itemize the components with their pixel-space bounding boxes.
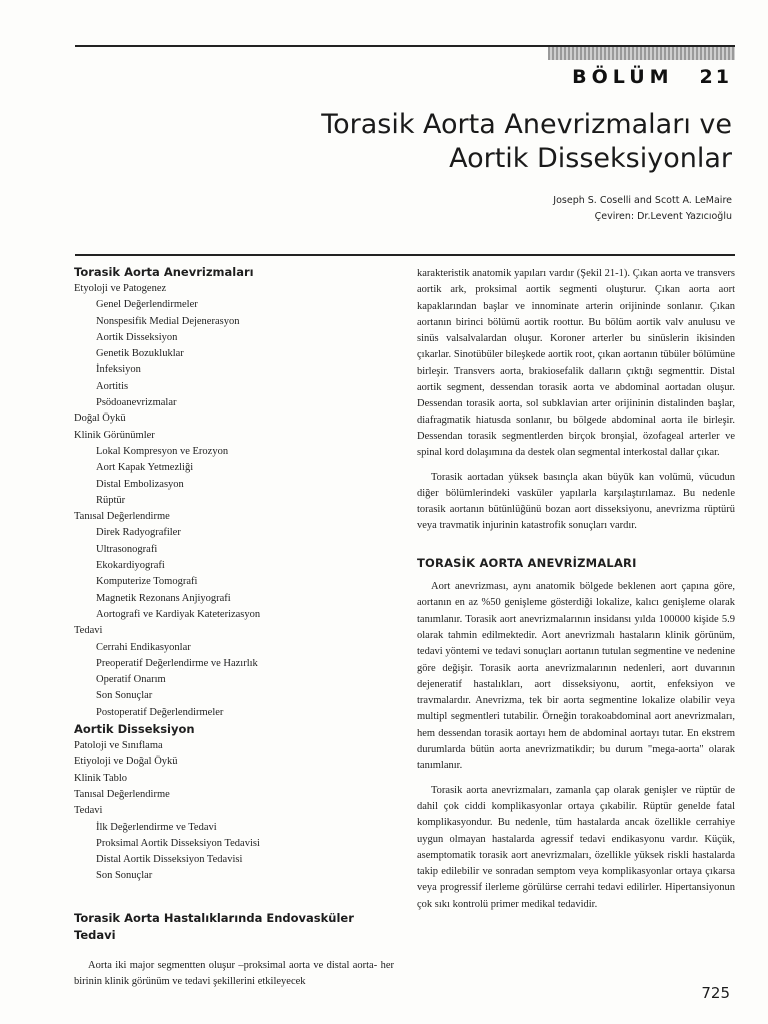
body-paragraph-2: Torasik aortadan yüksek basınçla akan büyük kan volümü, vücudun diğer bölümlerindeki vasküler yapılarla karşılaştırılamaz. Bu nedenle torasik aortanın bütünlüğünü bozan aort disseksiyonu, anevrizma rüptürü veya travmatik injurinin katastrofik sonuçları vardır. [417, 471, 735, 532]
outline-item: Ekokardiyografi [96, 560, 165, 572]
outline-item: Tedavi [74, 625, 103, 637]
outline-footer [74, 910, 394, 990]
outline-item: Ultrasonografi [96, 543, 158, 555]
title-line-1: Torasik Aorta Anevrizmaları ve [321, 109, 732, 140]
outline-item: Komputerize Tomografi [96, 576, 198, 588]
outline-item: Magnetik Rezonans Anjiyografi [96, 592, 231, 604]
outline-item: Rüptür [96, 494, 126, 506]
outline-heading: Aortik Disseksiyon [74, 722, 195, 737]
endovascular-heading: Torasik Aorta Hastalıklarında Endovasküler Tedavi [74, 911, 354, 942]
outline-item: Tedavi [74, 805, 103, 817]
outline-heading: Torasik Aorta Anevrizmaları [74, 265, 254, 279]
outline-item: Aort Kapak Yetmezliği [96, 462, 194, 474]
chapter-word: BÖLÜM [572, 66, 674, 88]
body-column [417, 266, 735, 921]
authors-block [553, 193, 732, 225]
body-paragraph-3: Aort anevrizması, aynı anatomik bölgede beklenen aort çapına göre, aortanın en az %50 genişleme gösterdiği lokalize, kalıcı genişleme olarak tanımlanır. Torasik aort anevrizmalarının insidansı yılda 100000 kişide 5.9 olarak tahmin edilmektedir. Aort anevrizmalı hastaların klinik görünüm, tedavi yöntemi ve tedavi sonuçları aortanın tutulan segmentine ve nedenine göre değişir. Torasik aorta anevrizmalarının nedenleri, aort duvarının dejeneratif hastalıkları, aort disseksiyonu, aortit, enfeksiyon ve travmalardır. Anevrizma, tek bir aorta segmentine lokalize olabilir veya multipl segmentleri tutabilir. Örneğin torakoabdominal aort anevrizmaları, hem dessendan torasik aortayı hem de abdominal aortayı tutar. En ekstrem durumlarda bütün aorta anevrizmatikdir; bu durum "mega-aorta" olarak tanımlanır. [417, 581, 735, 772]
chapter-number: 21 [699, 66, 732, 88]
chapter-label [572, 66, 732, 88]
chapter-title [321, 108, 732, 176]
outline-item: Proksimal Aortik Disseksiyon Tedavisi [96, 837, 260, 849]
outline-item: Operatif Onarım [96, 674, 166, 686]
outline-item: Klinik Tablo [74, 772, 128, 784]
outline-item: Tanısal Değerlendirme [74, 788, 170, 800]
outline-item: Genetik Bozukluklar [96, 348, 184, 360]
outline-item: Distal Aortik Disseksiyon Tedavisi [96, 854, 243, 866]
outline-item: İnfeksiyon [96, 364, 141, 376]
outline-item: Son Sonuçlar [96, 690, 153, 702]
outline-item: Klinik Görünümler [74, 429, 155, 441]
outline-item: Tanısal Değerlendirme [74, 511, 170, 523]
outline-item: Psödoanevrizmalar [96, 397, 177, 409]
body-paragraph-1: karakteristik anatomik yapıları vardır (Şekil 21-1). Çıkan aorta ve transvers aortik ark, proksimal aortik segmenti oluşturur. Çıkan aorta aort kapaklarından başlar ve innominate arterin orijininde sonlanır. Çıkan aortanın birinci bölümü aortik roottur. Bu bölüm aortik valv anulusu ve sinüs valsalvalardan oluşur. Koroner arterler bu sinüslerin ikisinden çıkarlar. Sinotübüler bileşkede aortik root, çıkan aortanın tübüler bölümüne birleşir. Transvers aorta, brakiosefalik dalların çıktığı segmenttir. Distal aortik segment, dessendan torasik aorta ve abdominal aortadan oluşur. Dessendan torasik aorta, sol subklavian arter orijininin distalinden başlar, diafragmatik hiatusda sonlanır, bu bölgede abdominal aorta ile birleşir. Dessendan torasik segmentlerden birçok bronşial, özofageal arterler ve spinal kord dolaşımına da destek olan segmental interkostal dallar çıkar. [417, 268, 735, 459]
page-number: 725 [701, 984, 730, 1002]
body-paragraph-4: Torasik aorta anevrizmaları, zamanla çap olarak genişler ve rüptür de dahil çok ciddi komplikasyonlar ortaya çıkabilir. Rüptür genelde fatal komplikasyondur. Bu nedenle, tüm hastalarda ancak özellikle cerrahiye uygun olmayan hastalarda agressif tedavi endikasyonu vardır. Küçük, asemptomatik torasik aort anevrizmaları, özellikle yüksek riskli hastalarda takip edilebilir ve sonradan semptom veya komplikasyonlar ortaya çıkarsa veya progressif ilerleme görülürse cerrahi tedavi edilirler. Hipertansiyonun çok sıkı kontrolü primer medikal tedavidir. [417, 784, 735, 910]
outline-item: İlk Değerlendirme ve Tedavi [96, 821, 217, 833]
outline-item: Lokal Kompresyon ve Erozyon [96, 445, 229, 457]
chapter-outline [74, 264, 394, 885]
section-heading: TORASİK AORTA ANEVRİZMALARI [417, 555, 637, 570]
chapter-tab-shade [548, 47, 735, 60]
outline-item: Direk Radyografiler [96, 527, 181, 539]
intro-paragraph: Aorta iki major segmentten oluşur –proksimal aorta ve distal aorta- her birinin klinik görünüm ve tedavi şekillerini etkileyecek [74, 960, 394, 987]
outline-item: Etyoloji ve Patogenez [74, 283, 167, 294]
outline-item: Genel Değerlendirmeler [96, 299, 198, 311]
outline-item: Aortografi ve Kardiyak Kateterizasyon [96, 608, 261, 620]
outline-item: Aortitis [96, 380, 129, 392]
outline-item: Etiyoloji ve Doğal Öykü [74, 756, 178, 768]
outline-item: Distal Embolizasyon [96, 478, 184, 490]
outline-item: Son Sonuçlar [96, 870, 153, 882]
authors: Joseph S. Coselli and Scott A. LeMaire [553, 195, 732, 206]
translator: Çeviren: Dr.Levent Yazıcıoğlu [594, 211, 732, 222]
outline-item: Postoperatif Değerlendirmeler [96, 706, 224, 718]
outline-item: Aortik Disseksiyon [96, 331, 178, 343]
outline-item: Nonspesifik Medial Dejenerasyon [96, 315, 240, 327]
outline-item: Preoperatif Değerlendirme ve Hazırlık [96, 657, 258, 669]
title-line-2: Aortik Disseksiyonlar [449, 143, 732, 174]
outline-item: Patoloji ve Sınıflama [74, 740, 163, 752]
outline-item: Cerrahi Endikasyonlar [96, 641, 191, 653]
outline-item: Doğal Öykü [74, 413, 126, 425]
header-rule [75, 254, 735, 256]
